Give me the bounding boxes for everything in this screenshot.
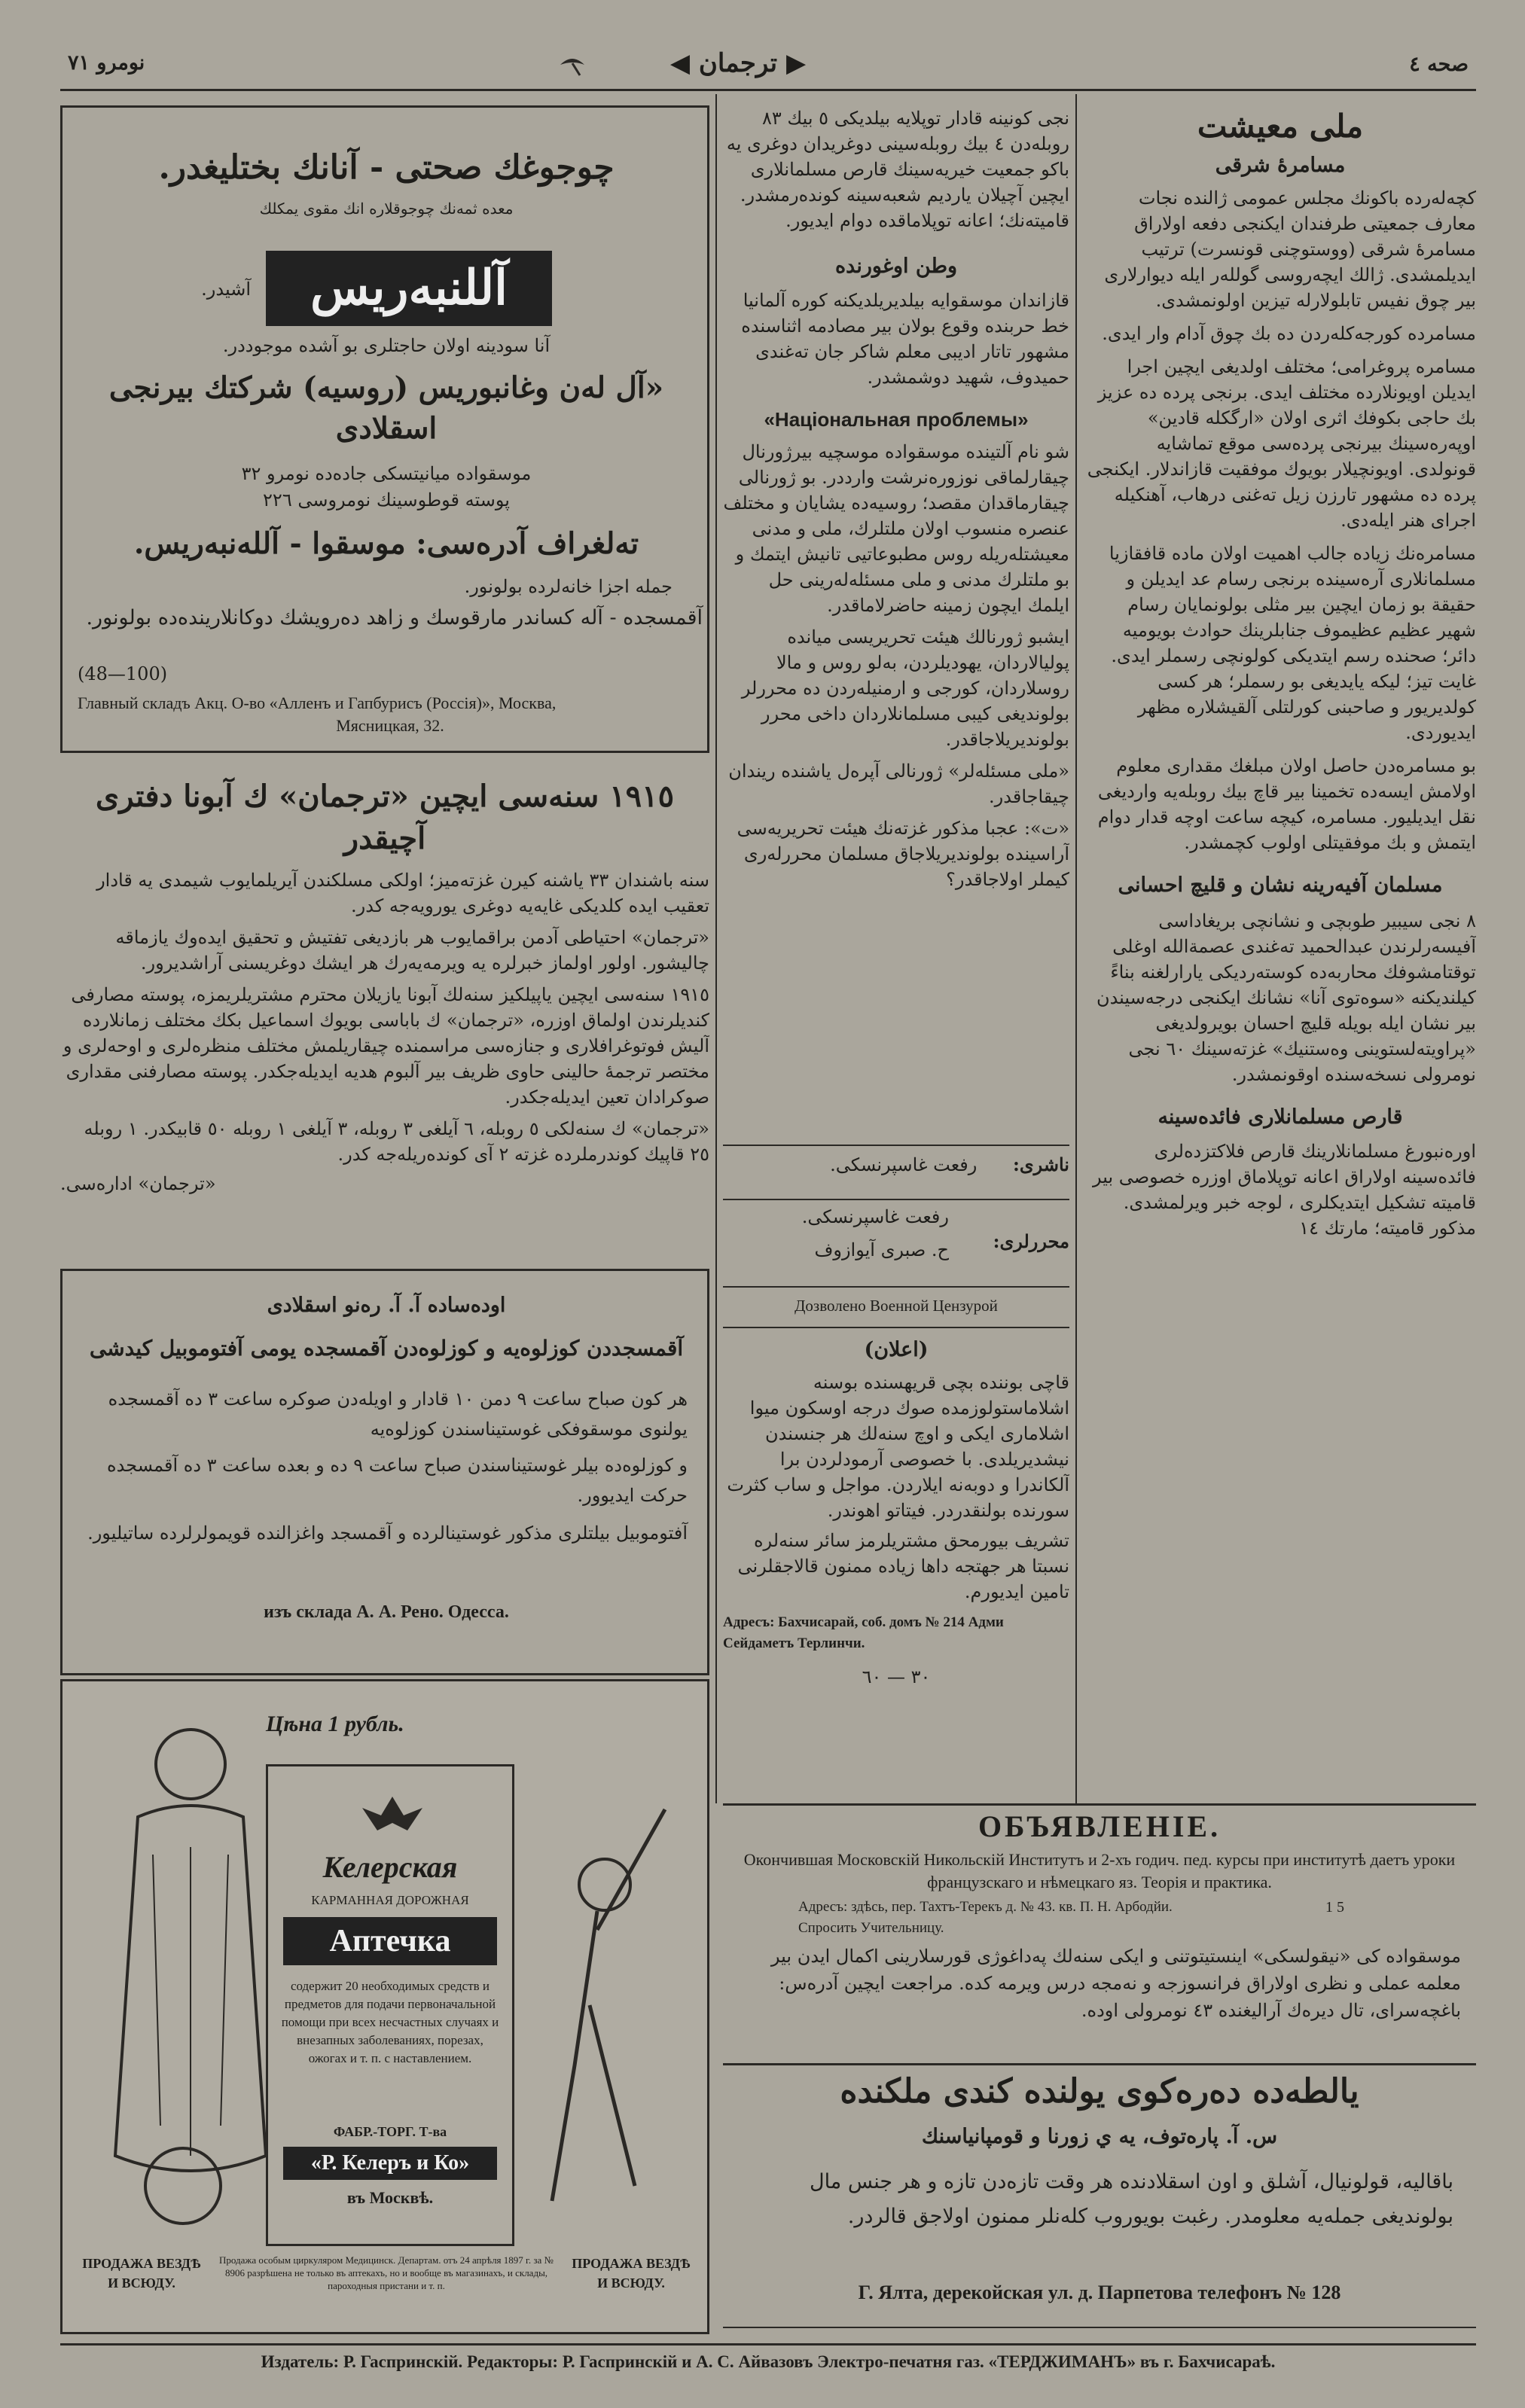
robed-figure-illustration xyxy=(93,1704,288,2231)
ad4-product-box: Келерская КАРМАННАЯ ДОРОЖНАЯ Аптечка содержит 20 необходимых средств и предметов для подачи первоначальной помощи при всех несчастных случаях и внезапных заболеваниях, порезах, ожогах и т. п. с наставлением. ФАБР.-ТОРГ. Т-ва «Р. Келеръ и Ко» въ Москвѣ. xyxy=(266,1764,514,2246)
imprint: Издатель: Р. Гаспринскій. Редакторы: Р. Гаспринскій и А. С. Айвазовъ Электро-печатня газ. «ТЕРДЖИМАНЪ» въ г. Бахчисараѣ. xyxy=(261,2352,1276,2371)
article-paragraph: بو مسامرەدن حاصل اولان مبلغك مقدارى معلوم اولامش ايسەده تخمينا بير قاچ بيك روبلەيه وارديغى نقل ايديليور. مسامره، كيچه ساعت اوچه قدار دوام ايتمش و بك موفقيتلى اولوب كچمشدر. xyxy=(1097,755,1476,853)
ad1-telegraph: ته‌لغراف آدره‌سى: موسقوا - آلله‌نبه‌ريس. xyxy=(133,526,639,561)
article-paragraph: قازاندان موسقوايه بيلديريلديكنه كوره آلمانيا خط حربنده وقوع بولان بير مصادمه اثناسنده مشهور تاتار اديبى معلم شاكر جان تەغندى حميدوف، شهيد دوشمشدر. xyxy=(741,290,1069,388)
article-paragraph: نجى كونينه قادار توپلايه بيلديكى ٥ بيك ٨٣ روبلەدن ٤ بيك روبلەسينى دوغريدان دوغرى يه باكو جمعيت خيريەسينك قارص مسلمانلارى ايچين آچيلان يارديم شعبەسينه كوندەرمشدر. قاميتەنك؛ اعانه توپلاماقده دوام ايديور. xyxy=(726,108,1069,231)
eagle-emblem-icon xyxy=(358,1789,426,1842)
subscription-headline: ١٩١٥ سنه‌سى ايچين «ترجمان» ك آبونا دفترى آچيقدر xyxy=(95,779,675,856)
newspaper-page: صحه ٤ ◀ ترجمان ▶ نومرو ٧١ ملى معيشت مسامرهٔ شرقى كچەلەرده باكونك مجلس عمومى ژالنده نجات معارف جمعيتى طرفندان ايكنجى دفعه اولاراق مسامرهٔ شرقى (ووستوچنى قونسرت) ترتيب ايديلمشدى. ژالك ايچەروسى گوللەر ايله ديوارلارى بير چوق نفيس تابلولارله تيزين اولونمشدى. مسامرده كورجەكلەردن ده بك چوق آدام وار ايدى. مسامره پروغرامى؛ مختلف اولديغى ايچين اجرا ايديلن اويونلارده مختلف ايدى. برنجى پرده ده عزيز بك حاجى بكوفك اثرى اولان «ارگكلە قادين» اوپەرەسينك بيرنجى پردەسى موقع تماشايه قونولدى. اويونچيلار بويوك موفقيت قازاندلار. ايكنجى پرده ده مشهور تارزن زيل تەغنى درهاب، آهنكيله اجراى هنر ايلەدى. مسامرەنك زياده جالب اهميت اولان ماده قافقازيا مسلمانلارى آرەسينده برنجى رسام عد ايديلن و حقيقة بو زمان ايچين بير مثلى بولونمايان رسام شهير عظيم عظيموف جنابلرينك حوادث بويوميه دائر؛ صحنده رسم ايتديكى كولونچى رسملر ايدى. غايت تيز؛ ليكه يايديغى بو رسملر؛ هر كسى كولديريور و صاحبنى كورلتلى آلقيشلاره مظهر ايديوردى. بو مسامرەدن حاصل اولان مبلغك مقدارى معلوم اولامش ايسەده تخمينا بير قاچ بيك روبلەيه وارديغى نقل ايديليور. مسامره، كيچه ساعت اوچه قدار دوام ايتمش و بك موفقيتلى اولوب كچمشدر. مسلمان آفيەرينه نشان و قليچ احسانى ٨ نجى سيبير طوبچى و نشانچى بريغاداسى آفيسەرلرندن عبدالحميد تەغندى عصمةالله اوغلى توقتامشوفك محاربەده كوستەرديكى يارارلغنه بناءً كيلنديكنه «سوەتوى آنا» نشانك ايكنجى درجەسيندن بير نشان ايله بويله قليچ احسان بويرولديغى «پراويتەلستوينى وەستنيك» غزتەسينك ٦٠ نجى نومرولى نسخەسنده اوقونمشدر. قارص مسلمانلارى فائدەسينه اورەنبورغ مسلمانلارينك قارص فلاكتزدەلرى فائدەسينه اولاراق اعانه توپلاماق اوزره خصوصى بير قاميته تشكيل ايتديكلرى ، لوجه خبر ويرلمشدى. مذكور قاميته؛ مارتك ١٤ نجى كونينه قادار توپلايه بيلديكى ٥ بيك ٨٣ روبلەدن ٤ بيك روبلەسينى دوغريدان دوغرى يه باكو جمعيت خيريەسينك قارص مسلمانلارى ايچين آچيلان يارديم شعبەسينه كوندەرمشدر. قاميتەنك؛ اعانه توپلاماقده دوام ايديور. وطن اوغورنده قازاندان موسقوايه بيلديريلديكنه كوره آلمانيا خط حربنده وقوع بولان بير مصادمه اثناسنده مشهور تاتار اديبى معلم شاكر جان تەغندى حميدوف، شهيد دوشمشدر. «Національная проблемы» شو نام آلتينده موسقوادە موسچيه بيرژورنال چيقارلماقى نوزورەنرشت وارددر. بو ژورنالى چيقارماقدان مقصد؛ روسيەده يشايان و مختلف عنصره منسوب اولان ملتلرك، ملى و مدنى معيشتلەريله روس مطبوعاتيى تانيش ايتمك و بو ملتلرك مدنى و ملى مسئلەلەرينى حل ايلمك ايچون زمينه حاضرلاماقدر. ايشبو ژورنالك هيئت تحريريسى ميانده پوليالاردان، يهوديلردن، بەلو روس و مالا روسلاردان، كورجى و ارمنيلەردن ده محررلر بولونديغى كيبى مسلمانلاردان داخى محرر بولونديريلاجاقدر. «ملى مسئلەلر» ژورنالى آپرەل ياشنده ريندان چيقاجاقدر. «ت»: عجبا مذكور غزتەنك هيئت تحريريەسى آراسينده بولونديريلاجاق مسلمان محررلەرى كيملر اولاجاقدر؟ ناشرى: رفعت غاسپرنسكى. محررلرى: رفعت غاسپرنسكى. ح. صبرى آيوازوف Дозволено Военной Цензурой (اعلان) قاچى بوننده بچى قريهسنده بوسنه اشلاماستولوزمده صوك درجه اوسكون ميوا اشلاماری ایکی و اوچ سنه‌لك هر جنسندن نیشدیریلدی. با خصوصی آرمودلردن برا آلكاندرا و دوبه‌نه ایلاردن. مواجل و ساب كثرت سورنده بولنقدردر. فیتاتو اهوندر. تشریف بیورمحق مشتریلرمز سائر سنه‌لره نسبتا هر جهتجه داها زیاده ممنون قالاجقلرنی تامین ایدیورم. Адресъ: Бахчисарай, соб. домъ № 214 Адми Сейдаметъ Терлинчи. ٣٠ — ٦٠ چوجوغك صحتى - آنانك بختليغدر. معده ثمه‌نك چوجوقلاره انك مقوى يمكلك آللنبه‌ريس آشيدر. آنا سودينه اولان حاجتلرى بو آشده موجوددر. «آل له‌ن وغانبوريس (روسيه) شركتك بيرنجى اسقلادى موسقواده ميانيتسكى جاده‌ده نومرو ٣٢ پوسته قوطوسينك نومروسى ٢٢٦ ته‌لغراف آدره‌سى: موسقوا - آلله‌نبه‌ريس. جمله اجزا خانه‌لرده بولونور. آقمسجده - آله كساندر مارقوسك و زاهد ده‌رويشك دوكانلارينده‌ده بولونور. (48—100) Главный складъ Акц. О-во «Алленъ и Гапбурисъ (Россія)», Москва, Мясницкая, 32. ١٩١٥ سنه‌سى ايچين «ترجمان» ك آبونا دفترى آچيقدر سنه باشندان ٣٣ ياشنه كيرن غزته‌ميز؛ اولكى مسلكندن آيريلمايوب شيمدى يه قادار تعقيب ايده كلديكى غايه‌يه دوغرى يورويه‌جه كدر. «ترجمان» احتياطى آدمن براقمايوب هر بازديغى تفتيش و تحقيق ايدەوك يازماقه چاليشور. اولور اولماز خبرلره يه ويرمه‌يه‌رك هر ايشك دوغريسنى آراشديرور. ١٩١٥ سنه‌سى ايچين ياپيلكيز سنه‌لك آبونا يازيلان محترم مشتريلريمزه، پوسته مصارفى كنديلرندن اولماق اوزره، «ترجمان» ك باباسى بويوك اسماعيل بكك مختلف زمانلارده آليش فوتوغرافلارى و جنازه‌سى مراسمنده چيقاريلمش مختلف منظره‌لرى و اوحه‌لرى و مختصر ترجمهٔ حالينى حاوى ظريف بير آلبوم هديه ايديله‌جكدر. پوسته مصارفنى مقدارى صوكرادان تعين ايديله‌جكدر. «ترجمان» ك سنه‌لكى ٥ روبله، ٦ آيلغى ٣ روبله، ٣ آيلغى ١ روبله ٥٠ قابيكدر. ١ روبله ٢٥ قاپيك كوندرملرده غزته ٢ آى كونده‌ريله‌جه كدر. «ترجمان» اداره‌سى. اوده‌ساده آ. آ. ره‌نو اسقلادى آقمسجددن كوزلوه‌يه و كوزلوه‌دن آقمسجده يومى آفتوموبيل كيدشى هر كون صباح ساعت ٩ دمن ١٠ قادار و اويله‌دن صوكره ساعت ٣ ده آقمسجده يولنوى موسقوفكى غوستيناسندن كوزلوه‌يه و كوزلوه‌ده بيلر غوستيناسندن صباح ساعت ٩ ده و بعده ساعت ٣ ده آقمسجده حركت ايديوور. آفتوموبيل بيلتلرى مذكور غوستينالرده و آقمسجد واغزالنده قويمولرلرده ساتيليور. изъ склада А. А. Рено. Одесса. Цѣна 1 рубль. Келерская КАРМАННАЯ ДОРОЖНАЯ Аптечка содержит 20 необходимых средств и предметов для подачи первоначальной помощи при всех несчастных случаях и внезапных заболеваниях, порезах, ожогах и т. п. с наставлением. ФАБР.-ТОРГ. Т-ва «Р. Келеръ и Ко» въ Москвѣ. Продажа особым циркуляром Медицинск. Департам. отъ 24 апрѣля 1897 г. за № 8906 разрѣшена не только въ аптекахъ, но и вообще въ магазинахъ, и склады, пароходныя пристани и т. п. ПРОДАЖА ВЕЗДѢ И ВСЮДУ. ПРОДАЖА ВЕЗДѢ И ВСЮДУ. ОБЪЯВЛЕНІЕ. Окончившая Московскій Никольскій Институтъ и 2-хъ годич. пед. курсы при институтѣ даетъ уроки французскаго и нѣмецкаго яз. Теорія и практика. Адресъ: здѣсь, пер. Тахтъ-Терекъ д. № 43. кв. П. Н. Арбодйи. Спросить Учительницу. 1 5 موسقواده كى «نيقولسكى» اينستيتوتنى و ايكى سنه‌لك پەداغوژى قورسلارينى اكمال ايدن بير معلمه عملى و نظرى اولاراق فرانسوزجه و نەمجه درس ويرمه كده. مراجعت ايچين آدرەس: باغچەسراى، تال ديرەك آراليغنده ٤٣ نومرولى اوده. يالطه‌ده دەره‌كوى يولنده كندى ملكنده س. آ. پاره‌توف، يه ي زورنا و قومپانياسنك باقاليه، قولونيال، آشلق و اون اسقلادنده هر وقت تازەدن تازه و هر جنس مال بولونديغى جمله‌يه معلومدر. رغبت بويوروب كلەنلر ممنون اولاجق قالردر. Г. Ялта, дерекойская ул. д. Парпетова телефонъ № 128 Издатель: Р. Гаспринскій. Редакторы: Р. Гаспринскій и А. С. Айвазовъ Электро-печатня газ. «ТЕРДЖИМАНЪ» въ г. Бахчисараѣ. xyxy=(0,0,1525,2408)
ad3-source: изъ склада А. А. Рено. Одесса. xyxy=(264,1602,509,1622)
pen-nib-ornament-icon xyxy=(557,50,587,80)
ad-number: ٣٠ — ٦٠ xyxy=(862,1666,931,1687)
ad1-number: (48—100) xyxy=(78,663,168,684)
article-paragraph: شو نام آلتينده موسقوادە موسچيه بيرژورنال چيقارلماقى نوزورەنرشت وارددر. بو ژورنالى چيقارماقدان مقصد؛ روسيەده يشايان و مختلف عنصره منسوب اولان ملتلرك، ملى و مدنى معيشتلەريله روس مطبوعاتيى تانيش ايتمك و بو ملتلرك مدنى و ملى مسئلەلەرينى حل ايلمك ايچون زمينه حاضرلاماقدر. xyxy=(723,441,1069,616)
column-rule-right xyxy=(1075,94,1077,1803)
notice-rule-top xyxy=(723,1803,1476,1806)
censorship-note: Дозволено Военной Цензурой xyxy=(795,1297,998,1315)
right-column xyxy=(1084,105,1476,1792)
shop-address: Г. Ялта, дерекойская ул. д. Парпетова телефонъ № 128 xyxy=(858,2282,1341,2303)
article-title-mesamere: مسامرهٔ شرقى xyxy=(1215,154,1346,177)
editors-row: محررلرى: رفعت غاسپرنسكى. ح. صبرى آيوازوف xyxy=(801,1206,1069,1260)
article-paragraph: «ت»: عجبا مذكور غزتەنك هيئت تحريريەسى آراسينده بولونديريلاجاق مسلمان محررلەرى كيملر اولاجاقدر؟ xyxy=(737,818,1069,890)
staff-rule-top xyxy=(723,1145,1069,1146)
ad4-company: «Р. Келеръ и Ко» xyxy=(283,2147,497,2180)
left-arrow-icon: ◀ xyxy=(669,48,699,78)
header-rule xyxy=(60,89,1476,91)
first-aid-kit-ad: Цѣна 1 рубль. Келерская КАРМАННАЯ ДОРОЖНАЯ Аптечка содержит 20 необходимых средств и предметов для подачи первоначальной помощи при всех несчастных случаях и внезапных заболеваниях, порезах, ожогах и т. п. с наставлением. ФАБР.-ТОРГ. Т-ва «Р. Келеръ и Ко» въ Москвѣ. Продажа особым циркуляром Медицинск. Департам. отъ 24 апрѣля 1897 г. за № 8906 разрѣшена не только въ аптекахъ, но и вообще въ магазинахъ, и склады, пароходныя пристани и т. п. ПРОДАЖА ВЕЗДѢ И ВСЮДУ. ПРОДАЖА ВЕЗДѢ И ВСЮДУ. xyxy=(60,1679,709,2334)
page-number: صحه ٤ xyxy=(1409,53,1469,76)
ad1-brand-logo: آللنبه‌ريس xyxy=(266,251,552,326)
ad1-headline: چوجوغك صحتى - آنانك بختليغدر. xyxy=(158,148,615,187)
masthead-title: ◀ ترجمان ▶ xyxy=(669,48,807,78)
automobile-ad: اوده‌ساده آ. آ. ره‌نو اسقلادى آقمسجددن كوزلوه‌يه و كوزلوه‌دن آقمسجده يومى آفتوموبيل كيدشى هر كون صباح ساعت ٩ دمن ١٠ قادار و اويله‌دن صوكره ساعت ٣ ده آقمسجده يولنوى موسقوفكى غوستيناسندن كوزلوه‌يه و كوزلوه‌ده بيلر غوستيناسندن صباح ساعت ٩ ده و بعده ساعت ٣ ده آقمسجده حركت ايديوور. آفتوموبيل بيلتلرى مذكور غوستينالرده و آقمسجد واغزالنده قويمولرلرده ساتيليور. изъ склада А. А. Рено. Одесса. xyxy=(60,1269,709,1675)
article-paragraph: مسامره پروغرامى؛ مختلف اولديغى ايچين اجرا ايديلن اويونلارده مختلف ايدى. برنجى پرده ده عزيز بك حاجى بكوفك اثرى اولان «ارگكلە قادين» اوپەرەسينك بيرنجى پردەسى موقع تماشايه قونولدى. اويونچيلار بويوك موفقيت قازاندلار. ايكنجى پرده ده مشهور تارزن زيل تەغنى درهاب، آهنكيله اجراى هنر ايلەدى. xyxy=(1087,356,1476,531)
article-title-medal: مسلمان آفيەرينه نشان و قليچ احسانى xyxy=(1118,873,1443,897)
article-paragraph: ٨ نجى سيبير طوبچى و نشانچى بريغاداسى آفيسەرلرندن عبدالحميد تەغندى عصمةالله اوغلى توقتامشوفك محاربەده كوستەرديكى يارارلغنه بناءً كيلنديكنه «سوەتوى آنا» نشانك ايكنجى درجەسيندن بير نشان ايله بويله قليچ احسان بويرولديغى «پراويتەلستوينى وەستنيك» غزتەسينك ٦٠ نجى نومرولى نسخەسنده اوقونمشدر. xyxy=(1096,910,1476,1085)
ad4-product-name: Аптечка xyxy=(283,1917,497,1965)
article-paragraph: مسامرده كورجەكلەردن ده بك چوق آدام وار ايدى. xyxy=(1102,323,1476,344)
article-title-national-problems: «Національная проблемы» xyxy=(764,408,1029,431)
section-heading: ملى معيشت xyxy=(1197,108,1364,145)
article-title-vatan: وطن اوغورنده xyxy=(835,255,957,278)
ad4-price: Цѣна 1 рубль. xyxy=(266,1712,404,1736)
ad-address: Адресъ: Бахчисарай, соб. домъ № 214 Адми Сейдаметъ Терлинчи. xyxy=(723,1614,1004,1651)
article-paragraph: كچەلەرده باكونك مجلس عمومى ژالنده نجات معارف جمعيتى طرفندان ايكنجى دفعه اولاراق مسامرهٔ شرقى (ووستوچنى قونسرت) ترتيب ايديلمشدى. ژالك ايچەروسى گوللەر ايله ديوارلارى بير چوق نفيس تابلولارله تيزين اولونمشدى. xyxy=(1104,187,1476,311)
ad3-title: اوده‌ساده آ. آ. ره‌نو اسقلادى xyxy=(267,1294,506,1317)
shop-rule-bottom xyxy=(723,2327,1476,2328)
subscription-notice: ١٩١٥ سنه‌سى ايچين «ترجمان» ك آبونا دفترى آچيقدر سنه باشندان ٣٣ ياشنه كيرن غزته‌ميز؛ اولكى مسلكندن آيريلمايوب شيمدى يه قادار تعقيب ايده كلديكى غايه‌يه دوغرى يورويه‌جه كدر. «ترجمان» احتياطى آدمن براقمايوب هر بازديغى تفتيش و تحقيق ايدەوك يازماقه چاليشور. اولور اولماز خبرلره يه ويرمه‌يه‌رك هر ايشك دوغريسنى آراشديرور. ١٩١٥ سنه‌سى ايچين ياپيلكيز سنه‌لك آبونا يازيلان محترم مشتريلريمزه، پوسته مصارفى كنديلرندن اولماق اوزره، «ترجمان» ك باباسى بويوك اسماعيل بكك مختلف زمانلارده آليش فوتوغرافلارى و جنازه‌سى مراسمنده چيقاريلمش مختلف منظره‌لرى و اوحه‌لرى و مختصر ترجمهٔ حالينى حاوى ظريف بير آلبوم هديه ايديله‌جكدر. پوسته مصارفنى مقدارى صوكرادان تعين ايديله‌جكدر. «ترجمان» ك سنه‌لكى ٥ روبله، ٦ آيلغى ٣ روبله، ٣ آيلغى ١ روبله ٥٠ قابيكدر. ١ روبله ٢٥ قاپيك كوندرملرده غزته ٢ آى كونده‌ريله‌جه كدر. «ترجمان» اداره‌سى. xyxy=(60,776,709,1242)
orchard-ad: (اعلان) قاچى بوننده بچى قريهسنده بوسنه اشلاماستولوزمده صوك درجه اوسكون ميوا اشلاماری ایکی و اوچ سنه‌لك هر جنسندن نیشدیریلدی. با خصوصی آرمودلردن برا آلكاندرا و دوبه‌نه ایلاردن. مواجل و ساب كثرت سورنده بولنقدردر. فیتاتو اهوندر. تشریف بیورمحق مشتریلرمز سائر سنه‌لره نسبتا هر جهتجه داها زیاده ممنون قالاجقلرنی تامین ایدیورم. Адресъ: Бахчисарай, соб. домъ № 214 Адми Сейдаметъ Терлинчи. ٣٠ — ٦٠ xyxy=(723,1337,1069,1788)
subscription-signature: «ترجمان» اداره‌سى. xyxy=(60,1173,216,1194)
middle-column xyxy=(723,105,1069,1160)
column-rule-left xyxy=(715,94,717,1803)
ad1-company: «آل له‌ن وغانبوريس (روسيه) شركتك بيرنجى اسقلادى xyxy=(108,370,664,446)
article-paragraph: ايشبو ژورنالك هيئت تحريريسى ميانده پوليالاردان، يهوديلردن، بەلو روس و مالا روسلاردان، كورجى و ارمنيلەردن ده محررلر بولونديغى كيبى مسلمانلاردان داخى محرر بولونديريلاجاقدر. xyxy=(741,626,1069,750)
notice-title: ОБЪЯВЛЕНІЕ. xyxy=(978,1809,1222,1843)
notice-tatar-text: موسقواده كى «نيقولسكى» اينستيتوتنى و ايكى سنه‌لك پەداغوژى قورسلارينى اكمال ايدن بير معلمه عملى و نظرى اولاراق فرانسوزجه و نەمجه درس ويرمه كده. مراجعت ايچين آدرەس: باغچەسراى، تال ديرەك آراليغنده ٤٣ نومرولى اوده. xyxy=(770,1946,1461,2021)
article-paragraph: اورەنبورغ مسلمانلارينك قارص فلاكتزدەلرى فائدەسينه اولاراق اعانه توپلاماق اوزره خصوصى بير قاميته تشكيل ايتديكلرى ، لوجه خبر ويرلمشدى. مذكور قاميته؛ مارتك ١٤ xyxy=(1092,1141,1476,1239)
issue-number: نومرو ٧١ xyxy=(68,51,145,75)
article-paragraph: مسامرەنك زياده جالب اهميت اولان ماده قافقازيا مسلمانلارى آرەسينده برنجى رسام عد ايديلن و حقيقة بو زمان ايچين بير مثلى بولونمايان رسام شهير عظيم عظيموف جنابلرينك حوادث بويوميه دائر؛ صحنده رسم ايتديكى كولونچى رسملر ايدى. غايت تيز؛ ليكه يايديغى بو رسملر؛ هر كسى كولديريور و صاحبنى كورلتلى آلقيشلاره مظهر ايديوردى. xyxy=(1109,543,1476,743)
censor-rule xyxy=(723,1327,1069,1328)
ad-title: (اعلان) xyxy=(864,1338,929,1361)
right-arrow-icon: ▶ xyxy=(777,48,807,78)
staff-rule-mid xyxy=(723,1199,1069,1200)
allenburys-ad: چوجوغك صحتى - آنانك بختليغدر. معده ثمه‌نك چوجوقلاره انك مقوى يمكلك آللنبه‌ريس آشيدر. آنا سودينه اولان حاجتلرى بو آشده موجوددر. «آل له‌ن وغانبوريس (روسيه) شركتك بيرنجى اسقلادى موسقواده ميانيتسكى جاده‌ده نومرو ٣٢ پوسته قوطوسينك نومروسى ٢٢٦ ته‌لغراف آدره‌سى: موسقوا - آلله‌نبه‌ريس. جمله اجزا خانه‌لرده بولونور. آقمسجده - آله كساندر مارقوسك و زاهد ده‌رويشك دوكانلارينده‌ده بولونور. (48—100) Главный складъ Акц. О-во «Алленъ и Гапбурисъ (Россія)», Москва, Мясницкая, 32. xyxy=(60,105,709,753)
staff-rule-bottom xyxy=(723,1286,1069,1288)
publisher-row: ناشرى: رفعت غاسپرنسكى. xyxy=(830,1154,1069,1175)
footer-rule xyxy=(60,2343,1476,2346)
shop-title: يالطه‌ده دەره‌كوى يولنده كندى ملكنده xyxy=(840,2072,1359,2111)
article-title-kars: قارص مسلمانلارى فائدەسينه xyxy=(1157,1105,1403,1129)
shop-rule-top xyxy=(723,2063,1476,2065)
article-paragraph: «ملى مسئلەلر» ژورنالى آپرەل ياشنده ريندان چيقاجاقدر. xyxy=(728,761,1069,807)
hermes-figure-illustration xyxy=(484,1779,695,2231)
